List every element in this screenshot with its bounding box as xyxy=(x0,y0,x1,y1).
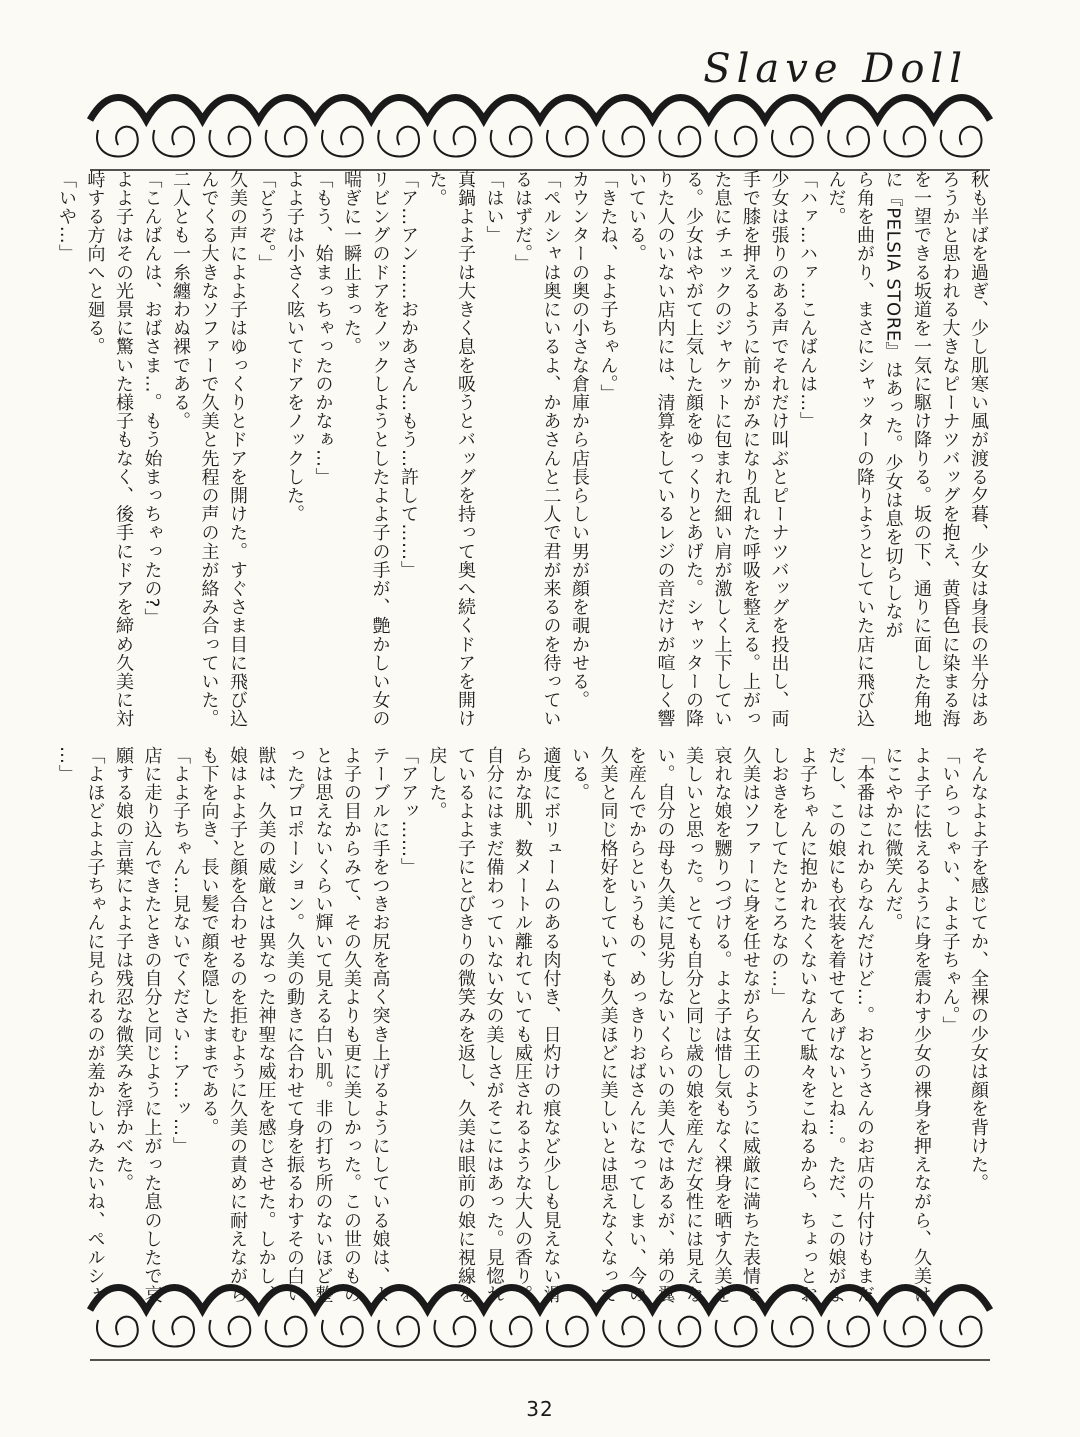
text-line: 美しいと思った。とても自分と同じ歳の娘を産んだ女性には見えな xyxy=(683,746,704,1304)
text-line: た息にチェックのジャケットに包まれた細い肩が激しく上下してい xyxy=(711,170,733,728)
text-line: を産んでからというもの、めっきりおばさんになってしまい、今の xyxy=(626,746,647,1304)
text-line: 真鍋よよ子は大きく息を吸うとバッグを持って奥へ続くドアを開け xyxy=(455,170,476,728)
text-line: 「ハァ…ハァ…こんばんは…」 xyxy=(797,170,818,431)
ornament-wave xyxy=(90,1288,990,1311)
text-line: 「いや…」 xyxy=(56,170,77,263)
text-line: い。自分の母も久美に見劣しないくらいの美人ではあるが、弟の翼 xyxy=(654,746,676,1304)
text-line: 喘ぎに一瞬止まった。 xyxy=(341,170,362,356)
bottom-scroll-ornament xyxy=(90,1280,990,1380)
text-line: 「いらっしゃい、よよ子ちゃん。」 xyxy=(939,746,961,1035)
text-line: らかな肌、数メートル離れていても威圧されるような大人の香り。 xyxy=(512,746,533,1304)
ornament-loop xyxy=(716,127,757,157)
text-line: る。少女はやがて上気した顔をゆっくりとあげた。シャッターの降 xyxy=(683,170,704,728)
ornament-loop xyxy=(97,127,138,157)
ornament-loop xyxy=(828,127,869,157)
text-line: よよ子はその光景に驚いた様子もなく、後手にドアを締め久美に対 xyxy=(113,170,134,728)
text-line: んでくる大きなソファーで久美と先程の声の主が絡み合っていた。 xyxy=(198,170,220,728)
text-line: リビングのドアをノックしようとしたよよ子の手が、艶かしい女の xyxy=(369,170,391,728)
text-line: 久美の声によよ子はゆっくりとドアを開けた。すぐさま目に飛び込 xyxy=(227,170,248,728)
text-line: 「よほどよよ子ちゃんに見られるのが羞かしいみたいね、ペルシャ xyxy=(84,746,106,1304)
ornament-loop xyxy=(772,1317,813,1347)
ornament-loop xyxy=(322,1317,363,1347)
ornament-loop xyxy=(209,127,250,157)
ornament-loop xyxy=(772,127,813,157)
ornament-loop xyxy=(828,1317,869,1347)
text-line: 少女は張りのある声でそれだけ叫ぶとピーナツバッグを投出し、両 xyxy=(768,170,790,728)
ornament-loop xyxy=(153,1317,194,1347)
text-line: そんなよよ子を感じてか、全裸の少女は顔を背けた。 xyxy=(968,746,989,1193)
ornament-loop xyxy=(716,1317,757,1347)
text-line: 「よよ子ちゃん…見ないでください…ア…ッ…」 xyxy=(170,746,191,1156)
text-line: ったプロポーション。久美の動きに合わせて身を振るわすその白い xyxy=(284,746,305,1304)
upper-text-block xyxy=(56,170,992,728)
text-line: にこやかに微笑んだ。 xyxy=(882,746,904,932)
text-line: 「きたね、よよ子ちゃん。」 xyxy=(597,170,619,403)
text-line: 二人とも一糸纏わぬ裸である。 xyxy=(170,170,191,431)
text-line: ら角を曲がり、まさにシャッターの降りようとしていた店に飛び込 xyxy=(854,170,875,728)
text-line: とは思えないくらい輝いて見える白い肌。非の打ち所のないほど整 xyxy=(312,746,334,1304)
text-line: に『PELSIA STORE』はあった。少女は息を切らしなが xyxy=(882,170,904,640)
ornament-loop xyxy=(884,127,925,157)
ornament-loop xyxy=(434,1317,475,1347)
text-line: も下を向き、長い髪で顔を隠したままである。 xyxy=(198,746,220,1137)
text-line: んだ。 xyxy=(825,170,847,226)
text-line: 願する娘の言葉によよ子は残忍な微笑みを浮かべた。 xyxy=(113,746,134,1193)
text-line: 手で膝を押えるように前かがみになり乱れた呼吸を整える。上がっ xyxy=(740,170,761,728)
text-line: るはずだ。」 xyxy=(512,170,533,273)
ornament-loop xyxy=(153,127,194,157)
text-line: 「はい」 xyxy=(483,170,505,245)
text-line: 「もう、始まっちゃったのかなぁ…」 xyxy=(312,170,334,487)
text-line: 「ア…アン……おかあさん…もう…許して……」 xyxy=(398,170,419,580)
text-line: 「アアッ……」 xyxy=(398,746,419,877)
ornament-loop xyxy=(603,127,644,157)
text-line: テーブルに手をつきお尻を高く突き上げるようにしている娘は、よ xyxy=(369,746,391,1304)
text-line: よ子の目からみて、その久美よりも更に美しかった。この世のもの xyxy=(341,746,362,1304)
ornament-loop xyxy=(378,127,419,157)
text-line: カウンターの奥の小さな倉庫から店長らしい男が顔を覗かせる。 xyxy=(569,170,590,710)
text-line: 獣は、久美の威厳とは異なった神聖な威圧を感じさせた。しかし、 xyxy=(255,746,277,1304)
text-line: いている。 xyxy=(626,170,647,263)
text-line: 峙する方向へと廻る。 xyxy=(84,170,106,356)
text-line: 久美と同じ格好をしていても久美ほどに美しいとは思えなくなって xyxy=(597,746,619,1304)
text-line: 戻した。 xyxy=(426,746,448,821)
text-line: ているよよ子にとびきりの微笑みを返し、久美は眼前の娘に視線を xyxy=(455,746,476,1304)
ornament-loop xyxy=(884,1317,925,1347)
ornament-loop xyxy=(491,1317,532,1347)
ornament-loop xyxy=(659,1317,700,1347)
ornament-loop xyxy=(941,1317,982,1347)
ornament-loop xyxy=(547,1317,588,1347)
ornament-loop xyxy=(434,127,475,157)
text-line: いる。 xyxy=(569,746,590,802)
page-number: 32 xyxy=(526,1397,554,1421)
text-line: た。 xyxy=(426,170,448,208)
ornament-loop xyxy=(603,1317,644,1347)
ornament-loop xyxy=(266,1317,307,1347)
ornament-loop xyxy=(378,1317,419,1347)
ornament-loop xyxy=(266,127,307,157)
ornament-loop xyxy=(941,127,982,157)
text-line: 秋も半ばを過ぎ、少し肌寒い風が渡る夕暮、少女は身長の半分はあ xyxy=(968,170,989,728)
text-line: ろうかと思われる大きなピーナツバッグを抱え、黄昏色に染まる海 xyxy=(939,170,961,728)
text-line: 店に走り込んできたときの自分と同じように上がった息のしたで哀 xyxy=(141,746,163,1304)
text-line: しおきをしてたところなの…」 xyxy=(768,746,790,1007)
ornament-loop xyxy=(209,1317,250,1347)
lower-text-block xyxy=(56,746,992,1304)
text-line: 適度にボリュームのある肉付き、日灼けの痕など少しも見えない滑 xyxy=(540,746,562,1304)
ornament-wave xyxy=(90,98,990,121)
text-line: よ子ちゃんに抱かれたくないなんて駄々をこねるから、ちょっとお xyxy=(797,746,818,1304)
text-line: 「こんばんは、おばさま…。もう始まっちゃったの?」 xyxy=(141,170,163,627)
text-line: 自分にはまだ備わっていない女の美しさがそこにはあった。見惚れ xyxy=(483,746,505,1304)
text-line: りた人のいない店内には、清算をしているレジの音だけが喧しく響 xyxy=(654,170,676,728)
ornament-loop xyxy=(322,127,363,157)
text-line: 「ペルシャは奥にいるよ、かあさんと二人で君が来るのを待ってい xyxy=(540,170,562,728)
text-line: 娘はよよ子と顔を合わせるのを拒むように久美の責めに耐えながら xyxy=(227,746,248,1304)
ornament-loop xyxy=(97,1317,138,1347)
page-title: Slave Doll xyxy=(703,46,968,92)
text-line: を一望できる坂道を一気に駆け降りる。坂の下、通りに面した角地 xyxy=(911,170,932,728)
text-line: よよ子に怯えるように身を震わす少女の裸身を押えながら、久美は xyxy=(911,746,932,1304)
ornament-loop xyxy=(659,127,700,157)
text-line: だし、この娘にも衣装を着せてあげないとね…。ただ、この娘がよ xyxy=(825,746,847,1304)
text-line: 「本番はこれからなんだけど…。おとうさんのお店の片付けもまだ xyxy=(854,746,875,1304)
text-line: …」 xyxy=(56,746,77,784)
text-line: よよ子は小さく呟いてドアをノックした。 xyxy=(284,170,305,524)
text-line: 久美はソファーに身を任せながら女王のように威厳に満ちた表情で xyxy=(740,746,761,1304)
ornament-loop xyxy=(491,127,532,157)
ornament-loop xyxy=(547,127,588,157)
text-line: 「どうぞ。」 xyxy=(255,170,277,273)
text-line: 哀れな娘を嬲りつづける。よよ子は惜し気もなく裸身を晒す久美を xyxy=(711,746,733,1304)
